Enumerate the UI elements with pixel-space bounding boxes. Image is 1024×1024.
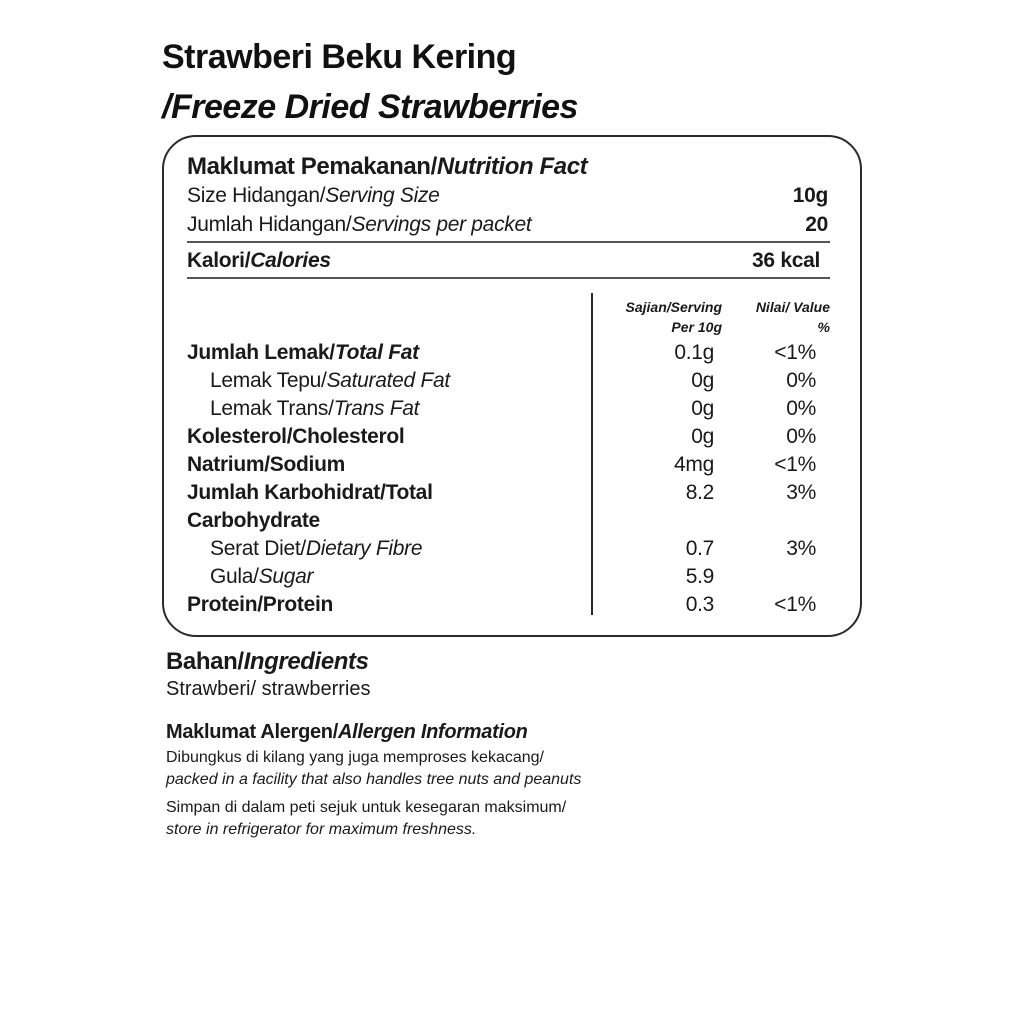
nutrient-name: Natrium/Sodium [187,453,345,476]
nutrition-header [187,153,587,181]
nutrient-row-total-fat [164,341,860,369]
nutrient-percent: 0% [786,397,816,420]
nutrient-row-carbohydrate-label [164,509,860,537]
nutrient-serving: 4mg [674,453,714,476]
nutrient-serving: 0.3 [685,593,714,616]
column-header-value-line2: % [817,319,830,335]
nutrient-name: Serat Diet/Dietary Fibre [210,537,423,560]
product-title-english: /Freeze Dried Strawberries [162,88,578,126]
calories-label [187,249,331,273]
nutrient-name: Gula/Sugar [210,565,314,588]
column-header-serving-line2: Per 10g [671,319,722,335]
serving-size-en: Serving Size [325,184,440,207]
nutrient-row-saturated-fat [164,369,860,397]
nutrition-header-ms: Maklumat Pemakanan/ [187,153,437,180]
nutrient-serving: 0.1g [674,341,714,364]
nutrient-name: Jumlah Karbohidrat/Total [187,481,433,504]
servings-en: Servings per packet [351,213,532,236]
nutrient-percent: <1% [774,593,816,616]
calories-value: 36 kcal [752,249,820,272]
nutrient-name: Kolesterol/Cholesterol [187,425,405,448]
nutrient-name: Lemak Trans/Trans Fat [210,397,420,420]
nutrition-facts-panel [162,135,862,637]
column-header-value-line1: Nilai/ Value [755,299,830,315]
storage-line-1: Simpan di dalam peti sejuk untuk kesegaran maksimum/ [166,799,567,816]
divider-rule [187,241,830,243]
nutrient-name: Jumlah Lemak/Total Fat [187,341,419,364]
nutrient-serving: 0.7 [685,537,714,560]
nutrition-header-en: Nutrition Fact [436,153,588,180]
allergen-line-1: Dibungkus di kilang yang juga memproses kekacang/ [166,749,544,766]
allergen-heading: Maklumat Alergen/Allergen Information [166,721,528,743]
nutrient-serving: 0g [691,425,714,448]
column-header-serving [626,297,722,337]
calories-ms: Kalori/ [187,249,251,272]
ingredients-text: Strawberi/ strawberries [166,678,371,700]
nutrient-row-cholesterol [164,425,860,453]
nutrient-name: Protein/Protein [187,593,334,616]
nutrient-serving: 0g [691,369,714,392]
nutrient-percent: 3% [786,537,816,560]
nutrient-row-dietary-fibre [164,537,860,565]
nutrient-percent: 0% [786,369,816,392]
calories-en: Calories [250,249,331,272]
nutrient-row-protein [164,593,860,621]
servings-per-packet-label [187,213,531,237]
nutrient-row-total-carbohydrate [164,481,860,509]
nutrient-row-sugar [164,565,860,593]
product-title-malay: Strawberi Beku Kering [162,38,517,76]
nutrient-serving: 8.2 [685,481,714,504]
column-header-serving-line1: Sajian/Serving [625,299,722,315]
serving-size-ms: Size Hidangan/ [187,184,326,207]
storage-line-2: store in refrigerator for maximum freshness. [166,821,477,838]
nutrient-serving: 5.9 [685,565,714,588]
nutrient-percent: <1% [774,341,816,364]
divider-rule [187,277,830,279]
column-header-value [756,297,830,337]
allergen-line-2: packed in a facility that also handles tree nuts and peanuts [166,771,582,788]
ingredients-heading: Bahan/Ingredients [166,648,369,675]
serving-size-value: 10g [792,184,828,207]
nutrient-name: Carbohydrate [187,509,320,532]
nutrient-percent: 0% [786,425,816,448]
servings-ms: Jumlah Hidangan/ [187,213,352,236]
nutrient-serving: 0g [691,397,714,420]
nutrient-percent: <1% [774,453,816,476]
nutrient-percent: 3% [786,481,816,504]
nutrient-name: Lemak Tepu/Saturated Fat [210,369,450,392]
nutrient-row-trans-fat [164,397,860,425]
nutrient-row-sodium [164,453,860,481]
servings-per-packet-value: 20 [805,213,828,236]
serving-size-label [187,184,440,208]
